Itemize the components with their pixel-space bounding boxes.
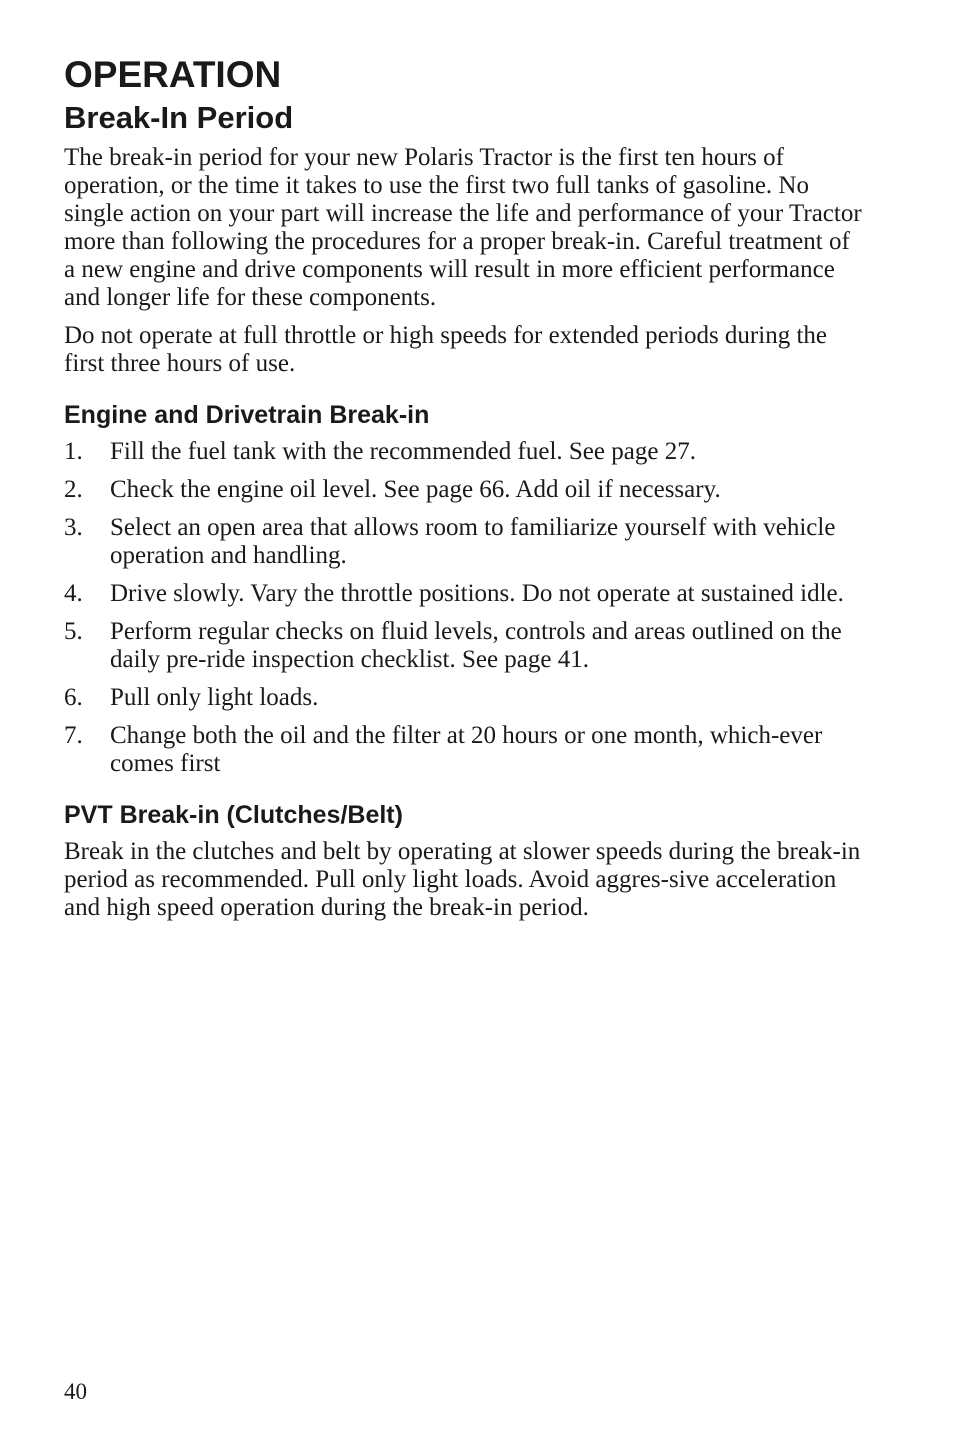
warning-paragraph: Do not operate at full throttle or high speeds for extended periods during the first three hours of use. xyxy=(64,322,827,377)
manual-page xyxy=(64,54,864,932)
list-item xyxy=(64,476,864,504)
page-heading: Break-In Period xyxy=(64,100,294,135)
pvt-paragraph: Break in the clutches and belt by operating at slower speeds during the break-in period as recommended. Pull only light loads. Avoid aggres-sive acceleration and high speed operation during the break-in period. xyxy=(64,838,861,921)
step-number: 2. xyxy=(64,476,83,503)
engine-break-in-steps xyxy=(64,438,864,778)
list-item xyxy=(64,618,864,674)
step-text: Drive slowly. Vary the throttle positions. Do not operate at sustained idle. xyxy=(110,580,844,607)
list-item xyxy=(64,514,864,570)
step-text: Perform regular checks on fluid levels, controls and areas outlined on the daily pre-ride inspection checklist. See page 41. xyxy=(110,618,842,673)
step-text: Select an open area that allows room to familiarize yourself with vehicle operation and handling. xyxy=(110,514,836,569)
step-number: 5. xyxy=(64,618,83,645)
step-number: 6. xyxy=(64,684,83,711)
list-item xyxy=(64,684,864,712)
step-text: Change both the oil and the filter at 20 hours or one month, which-ever comes first xyxy=(110,722,823,777)
list-item xyxy=(64,438,864,466)
step-number: 1. xyxy=(64,438,83,465)
engine-break-in-heading: Engine and Drivetrain Break-in xyxy=(64,401,430,429)
step-number: 4. xyxy=(64,580,83,607)
step-text: Fill the fuel tank with the recommended fuel. See page 27. xyxy=(110,438,696,465)
list-item xyxy=(64,722,864,778)
step-number: 7. xyxy=(64,722,83,749)
step-text: Pull only light loads. xyxy=(110,684,319,711)
pvt-break-in-heading: PVT Break-in (Clutches/Belt) xyxy=(64,801,403,829)
section-title: OPERATION xyxy=(64,54,282,95)
intro-paragraph: The break-in period for your new Polaris Tractor is the first ten hours of operation, or the time it takes to use the first two full tanks of gasoline. No single action on your part will increase the life and performance of your Tractor more than following the procedures for a proper break-in. Careful treatment of a new engine and drive components will result in more efficient performance and longer life for these components. xyxy=(64,144,862,311)
page-number: 40 xyxy=(64,1379,87,1404)
step-text: Check the engine oil level. See page 66. Add oil if necessary. xyxy=(110,476,721,503)
step-number: 3. xyxy=(64,514,83,541)
list-item xyxy=(64,580,864,608)
